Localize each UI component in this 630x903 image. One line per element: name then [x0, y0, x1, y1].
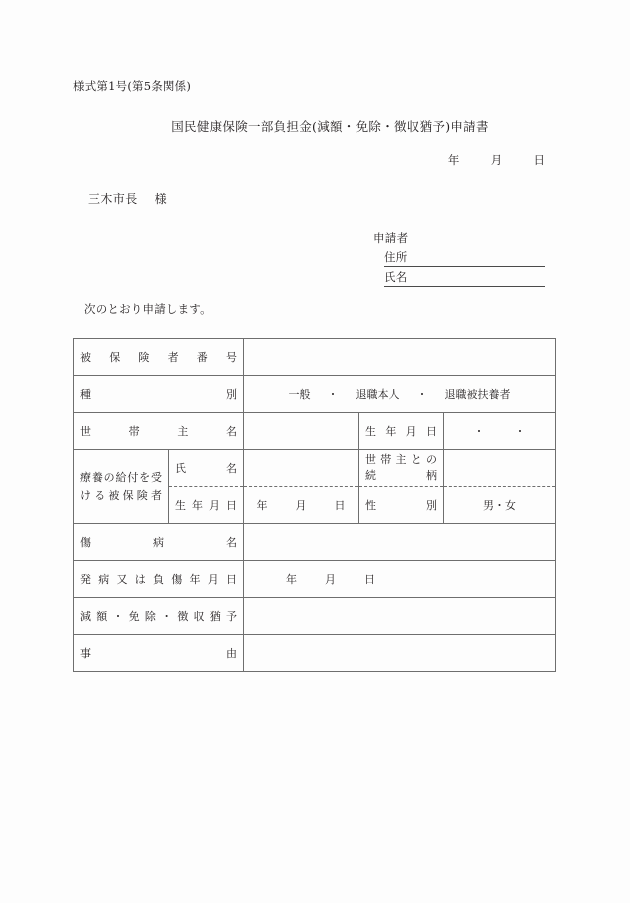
recipient-birth-year-label: 年 [256, 499, 268, 512]
addressee-name: 三木市長 [88, 192, 138, 206]
onset-day-label: 日 [364, 573, 375, 586]
recipient-birth-label: 生年月日 [169, 487, 244, 524]
disease-label: 傷病名 [74, 524, 244, 561]
onset-month-label: 月 [325, 573, 336, 586]
relief-value[interactable] [244, 598, 556, 635]
date-month-label: 月 [490, 153, 503, 167]
table-row-disease [74, 524, 556, 561]
table-row-recipient-name [74, 450, 556, 487]
addressee-honorific: 様 [154, 192, 168, 206]
applicant-name-label: 氏名 [384, 269, 408, 287]
category-option-general[interactable]: 一般 [288, 388, 311, 401]
page-title: 国民健康保険一部負担金(減額・免除・徴収猶予)申請書 [171, 119, 489, 134]
gender-label: 性別 [359, 487, 444, 524]
relation-value[interactable] [444, 450, 556, 487]
recipient-birth-month-label: 月 [295, 499, 307, 512]
householder-birth-label: 生年月日 [359, 413, 444, 450]
recipient-label-line2: ける被保険者 [80, 488, 162, 502]
insured-number-value[interactable] [244, 339, 556, 376]
applicant-block [373, 230, 545, 289]
table-row-onset [74, 561, 556, 598]
householder-birth-value[interactable] [444, 413, 556, 450]
table-row-householder [74, 413, 556, 450]
category-separator-2: ・ [416, 388, 428, 401]
recipient-name-value[interactable] [244, 450, 359, 487]
reason-label [74, 635, 244, 672]
applicant-address-label: 住所 [384, 249, 408, 267]
householder-birth-sep-1: ・ [473, 425, 485, 438]
applicant-name-row [384, 269, 545, 287]
reason-value[interactable] [244, 635, 556, 672]
onset-label: 発病又は負傷年月日 [74, 561, 244, 598]
householder-name-value[interactable] [244, 413, 359, 450]
recipient-label [74, 450, 169, 524]
onset-year-label: 年 [286, 573, 297, 586]
relation-label-line2: 続柄 [365, 469, 437, 482]
table-row-reason [74, 635, 556, 672]
category-options[interactable] [244, 376, 556, 413]
relation-label-line1: 世帯主との [365, 453, 437, 467]
reason-label-text: 事由 [80, 647, 237, 660]
applicant-heading: 申請者 [373, 231, 409, 245]
insured-number-label: 被保険者番号 [74, 339, 244, 376]
submission-date-line [448, 152, 545, 168]
addressee [88, 190, 167, 207]
onset-value[interactable] [244, 561, 556, 598]
category-separator-1: ・ [327, 388, 339, 401]
recipient-birth-value[interactable] [244, 487, 359, 524]
recipient-name-label: 氏名 [169, 450, 244, 487]
disease-value[interactable] [244, 524, 556, 561]
intro-text: 次のとおり申請します。 [84, 302, 212, 316]
form-number: 様式第1号(第5条関係) [73, 79, 192, 93]
applicant-address-row [384, 249, 545, 267]
recipient-label-line1: 療養の給付を受 [80, 471, 162, 485]
householder-name-label: 世帯主名 [74, 413, 244, 450]
category-label: 種別 [74, 376, 244, 413]
applicant-name-input[interactable] [408, 273, 545, 287]
category-option-retiree-dependent[interactable]: 退職被扶養者 [444, 388, 511, 401]
householder-birth-sep-2: ・ [514, 425, 526, 438]
table-row-relief [74, 598, 556, 635]
gender-value[interactable]: 男・女 [444, 487, 556, 524]
application-table [73, 338, 556, 672]
table-row-insured-number [74, 339, 556, 376]
date-day-label: 日 [533, 153, 545, 167]
recipient-birth-day-label: 日 [334, 499, 346, 512]
date-year-label: 年 [447, 153, 460, 167]
applicant-address-input[interactable] [408, 253, 545, 267]
category-option-retiree[interactable]: 退職本人 [355, 388, 400, 401]
relation-label [359, 450, 444, 487]
table-row-category [74, 376, 556, 413]
relief-label: 減額・免除・徴収猶予 [74, 598, 244, 635]
